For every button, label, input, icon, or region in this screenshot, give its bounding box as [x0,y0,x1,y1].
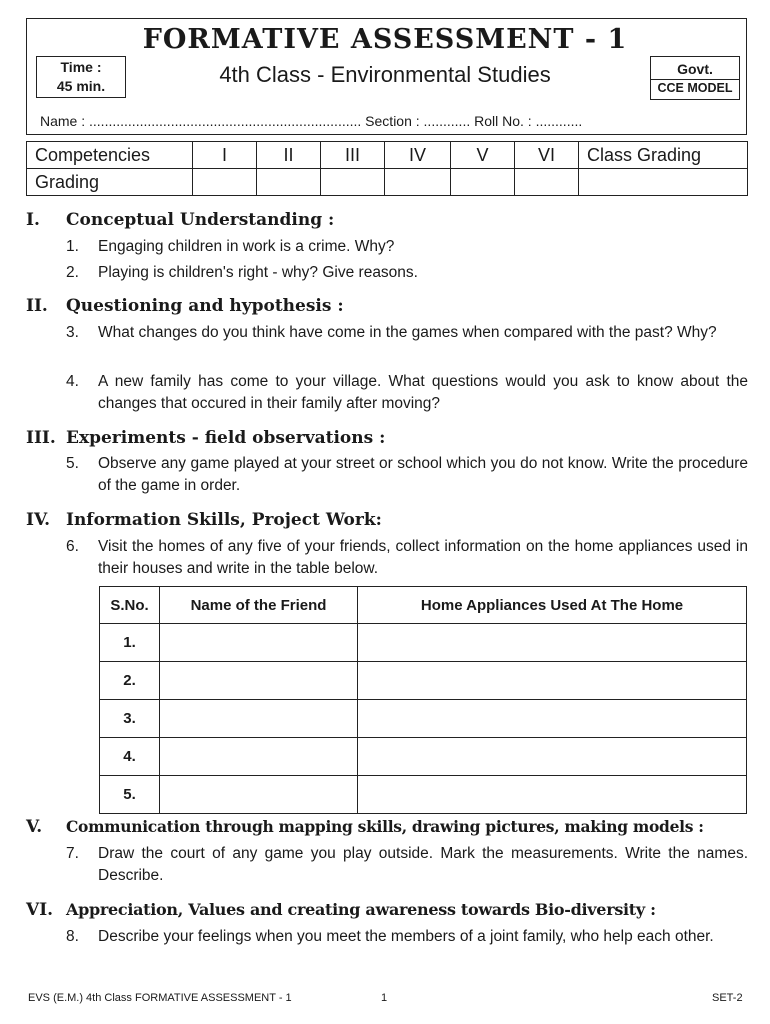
footer-left: EVS (E.M.) 4th Class FORMATIVE ASSESSMENT - 1 [28,992,292,1004]
question-number: 2. [66,264,79,281]
table-row [100,738,747,776]
friend-name-cell[interactable] [160,624,358,662]
table-row [100,776,747,814]
section-title: Conceptual Understanding : [66,210,335,230]
table-row [100,700,747,738]
page-number: 1 [381,992,388,1004]
question-number: 1. [66,238,79,255]
appliances-cell[interactable] [358,776,747,814]
grade-cell[interactable] [193,169,257,196]
appliances-cell[interactable] [358,662,747,700]
question-text: Playing is children's right - why? Give reasons. [98,264,418,281]
appliances-header: Home Appliances Used At The Home [358,587,747,624]
competency-col-iii: III [321,142,385,169]
question-number: 8. [66,928,79,945]
section-title: Appreciation, Values and creating awareness towards Bio-diversity : [66,900,656,919]
time-label: Time : [60,59,102,75]
section-title: Questioning and hypothesis : [66,296,344,316]
section-number: VI. [26,900,54,920]
competency-col-iv: IV [385,142,451,169]
section-number: IV. [26,510,51,530]
table-header-row [100,587,747,624]
cce-model-label: CCE MODEL [651,79,739,96]
sno-cell: 5. [100,776,160,814]
grade-cell[interactable] [515,169,579,196]
friend-name-cell[interactable] [160,700,358,738]
grading-table [26,141,748,196]
grade-cell[interactable] [451,169,515,196]
question-number: 5. [66,455,79,472]
section-number: III. [26,428,56,448]
time-value: 45 min. [56,78,106,94]
question-text: Observe any game played at your street or school which you do not know. Write the procedure of the game in order. [98,455,748,494]
grading-row [27,169,748,196]
table-row [100,662,747,700]
sno-cell: 2. [100,662,160,700]
section-number: I. [26,210,40,230]
section-number: II. [26,296,48,316]
section-title: Communication through mapping skills, drawing pictures, making models : [66,817,704,836]
competency-col-i: I [193,142,257,169]
time-box [36,56,126,98]
competency-col-v: V [451,142,515,169]
question-text: Visit the homes of any five of your friends, collect information on the home appliances used in their houses and write in the table below. [98,538,748,577]
grade-cell[interactable] [321,169,385,196]
friend-name-header: Name of the Friend [160,587,358,624]
friend-name-cell[interactable] [160,662,358,700]
competency-col-vi: VI [515,142,579,169]
govt-label: Govt. [677,61,713,77]
grading-label-cell: Grading [27,169,193,196]
question-text: Describe your feelings when you meet the members of a joint family, who help each other. [98,928,714,945]
class-grade-cell[interactable] [579,169,748,196]
competency-col-ii: II [257,142,321,169]
govt-box [650,56,740,100]
grade-cell[interactable] [257,169,321,196]
grade-cell[interactable] [385,169,451,196]
section-number: V. [26,817,43,837]
table-row [100,624,747,662]
section-title: Experiments - field observations : [66,428,386,448]
question-number: 4. [66,373,79,390]
question-number: 6. [66,538,79,555]
competencies-cell: Competencies [27,142,193,169]
page-subtitle: 4th Class - Environmental Studies [219,62,551,87]
sno-cell: 4. [100,738,160,776]
sno-header: S.No. [100,587,160,624]
question-text: Engaging children in work is a crime. Why? [98,238,395,255]
appliances-cell[interactable] [358,624,747,662]
appliances-cell[interactable] [358,700,747,738]
set-label: SET-2 [712,992,743,1004]
section-title: Information Skills, Project Work: [66,510,382,530]
question-text: A new family has come to your village. What questions would you ask to know about the changes that occured in their family after moving? [98,373,748,412]
grading-header-row [27,142,748,169]
class-grading-cell: Class Grading [579,142,748,169]
question-text: What changes do you think have come in the games when compared with the past? Why? [98,324,717,341]
sno-cell: 3. [100,700,160,738]
appliances-cell[interactable] [358,738,747,776]
student-info-line: Name : ...................................................................... Section : ............ Roll No. : ............ [40,113,583,129]
friend-name-cell[interactable] [160,738,358,776]
question-text: Draw the court of any game you play outside. Mark the measurements. Write the names. Describe. [98,845,748,884]
question-number: 7. [66,845,79,862]
page-title: FORMATIVE ASSESSMENT - 1 [142,24,628,55]
friend-name-cell[interactable] [160,776,358,814]
sno-cell: 1. [100,624,160,662]
friends-appliances-table [99,586,747,814]
question-number: 3. [66,324,79,341]
